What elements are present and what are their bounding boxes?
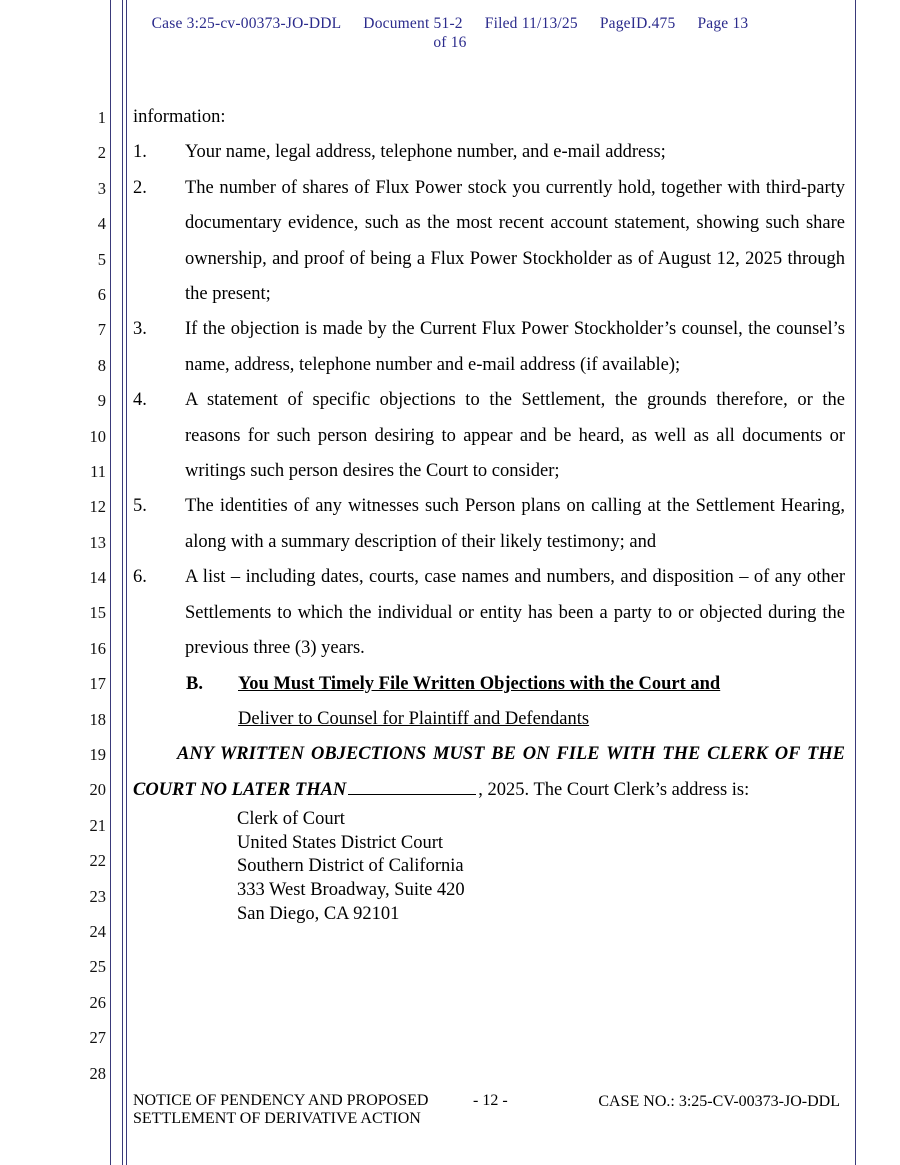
item-number: 3.: [133, 319, 147, 340]
item-number: 4.: [133, 390, 147, 411]
line-number: 15: [89, 603, 106, 623]
section-b-heading-text-1: You Must Timely File Written Objections with the Court and: [238, 673, 721, 694]
line-number: 13: [89, 532, 106, 552]
document-body: [133, 100, 845, 926]
line-number: 12: [89, 497, 106, 517]
clerk-address-block: [133, 808, 845, 926]
objection-deadline-paragraph: [133, 737, 845, 808]
numbered-item-1: [133, 135, 845, 170]
ecf-page-of: of 16: [433, 34, 467, 51]
line-number: 20: [89, 780, 106, 800]
item-text: The identities of any witnesses such Person plans on calling at the Settlement Hearing, along with a summary description of their likely testimony; and: [185, 496, 845, 552]
line-number: 7: [97, 320, 106, 340]
line-number: 2: [97, 143, 106, 163]
item-number: 5.: [133, 496, 147, 517]
footer-title-line-1: NOTICE OF PENDENCY AND PROPOSED: [133, 1092, 429, 1109]
section-b-heading-text-2: Deliver to Counsel for Plaintiff and Defendants: [238, 708, 590, 729]
numbered-item-5: [133, 489, 845, 560]
numbered-item-3: [133, 312, 845, 383]
line-number: 26: [89, 992, 106, 1012]
address-line: Clerk of Court: [237, 809, 345, 830]
line-number: 25: [89, 957, 106, 977]
footer-case-number: CASE NO.: 3:25-CV-00373-JO-DDL: [598, 1093, 840, 1110]
line-number: 22: [89, 851, 106, 871]
line-number-column: [78, 100, 106, 1091]
numbered-item-4: [133, 383, 845, 489]
footer-page-number: - 12 -: [473, 1092, 508, 1109]
item-text: Your name, legal address, telephone number, and e-mail address;: [185, 142, 666, 163]
address-line: United States District Court: [237, 832, 444, 853]
line-number: 5: [97, 249, 106, 269]
footer-title-line-2: SETTLEMENT OF DERIVATIVE ACTION: [133, 1110, 421, 1127]
line-number: 3: [97, 178, 106, 198]
item-text: The number of shares of Flux Power stock you currently hold, together with third-party documentary evidence, such as the most recent account statement, showing such share ownership, and proof of being a Flux Power Stockholder as of August 12, 2025 through the present;: [185, 177, 845, 305]
line-number: 21: [89, 815, 106, 835]
line-number: 24: [89, 921, 106, 941]
line-number: 4: [97, 214, 106, 234]
address-line: San Diego, CA 92101: [237, 903, 400, 924]
ecf-pageid: PageID.475: [599, 15, 676, 32]
section-b-heading-line2: [133, 702, 845, 737]
section-b-heading-line1: [133, 667, 845, 702]
line-number: 28: [89, 1063, 106, 1083]
line-number: 23: [89, 886, 106, 906]
line-number: 27: [89, 1028, 106, 1048]
lead-in-text: information:: [133, 107, 226, 127]
line-number: 10: [89, 426, 106, 446]
numbered-item-2: [133, 171, 845, 313]
line-number: 9: [97, 391, 106, 411]
section-letter: B.: [186, 673, 203, 694]
numbered-item-6: [133, 560, 845, 666]
ecf-header-stamp: [0, 14, 900, 52]
address-line: 333 West Broadway, Suite 420: [237, 879, 465, 900]
line-number: 6: [97, 284, 106, 304]
ecf-page-number: Page 13: [697, 15, 749, 32]
line-number: 17: [89, 674, 106, 694]
objection-deadline-tail: , 2025. The Court Clerk’s address is:: [478, 779, 750, 800]
line-number: 1: [97, 108, 106, 127]
item-text: If the objection is made by the Current Flux Power Stockholder’s counsel, the counsel’s name, address, telephone number and e-mail address (if available);: [185, 319, 845, 375]
ecf-filed-date: Filed 11/13/25: [484, 15, 578, 32]
line-number: 11: [90, 461, 106, 481]
objection-deadline-emphasis: ANY WRITTEN OBJECTIONS MUST BE ON FILE WITH THE CLERK OF THE COURT NO LATER THAN: [133, 744, 845, 800]
item-text: A statement of specific objections to the Settlement, the grounds therefore, or the reasons for such person desiring to appear and be heard, as well as all documents or writings such person desires the Court to consider;: [185, 390, 845, 482]
ecf-document-number: Document 51-2: [363, 15, 463, 32]
item-text: A list – including dates, courts, case names and numbers, and disposition – of any other Settlements to which the individual or entity has been a party to or objected during the previous three (3) years.: [185, 567, 845, 659]
right-margin-rule: [855, 0, 856, 1165]
address-line: Southern District of California: [237, 856, 464, 877]
left-margin-rule-outer: [110, 0, 111, 1165]
item-number: 6.: [133, 567, 147, 588]
line-number: 18: [89, 709, 106, 729]
left-margin-rule-inner: [122, 0, 123, 1165]
left-margin-rule-inner-2: [126, 0, 127, 1165]
line-number: 19: [89, 745, 106, 765]
item-number: 1.: [133, 142, 147, 163]
line-number: 14: [89, 568, 106, 588]
item-number: 2.: [133, 177, 147, 198]
line-number: 8: [97, 355, 106, 375]
line-number: 16: [89, 638, 106, 658]
deadline-blank-field: [348, 778, 476, 795]
ecf-case-number: Case 3:25-cv-00373-JO-DDL: [151, 15, 342, 32]
